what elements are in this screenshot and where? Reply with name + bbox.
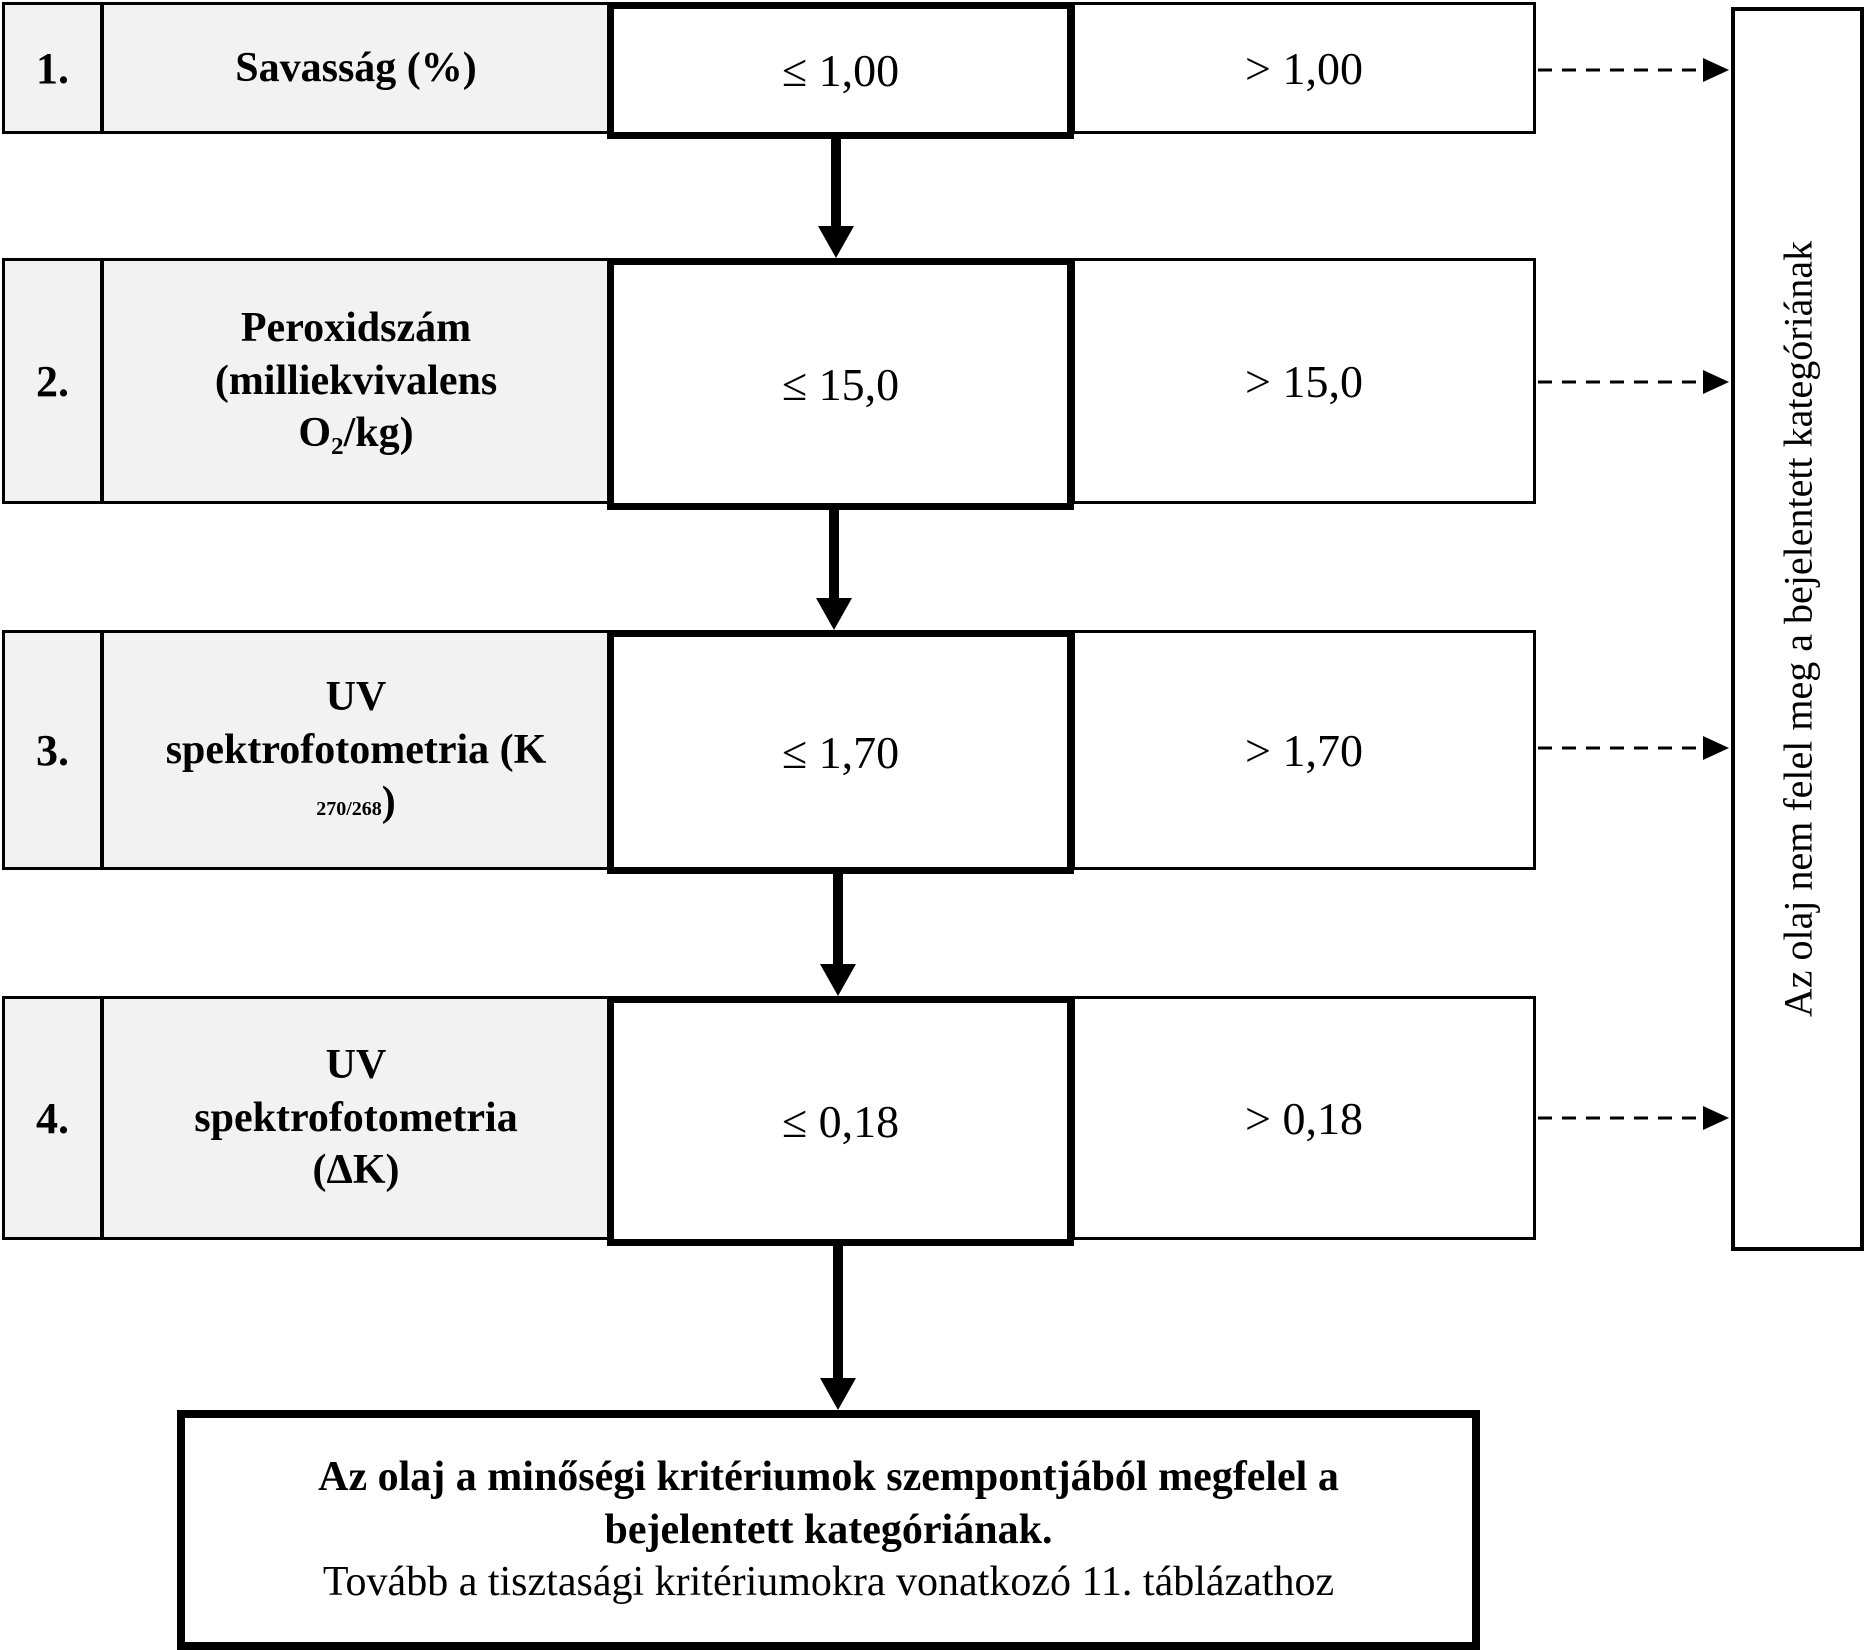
step-4-criterion-line-1: UV (325, 1042, 387, 1089)
result-next-step-line: Tovább a tisztasági kritériumokra vonatkozó 11. táblázathoz (322, 1559, 1335, 1606)
step-4-fail-value: > 0,18 (1072, 996, 1536, 1240)
down-arrow-1-2 (818, 137, 854, 258)
step-3-criterion (101, 630, 611, 870)
step-4-number: 4. (2, 996, 103, 1240)
step-3-criterion-line-3 (316, 776, 396, 829)
step-1-fail-value: > 1,00 (1072, 2, 1536, 134)
rejection-box (1731, 7, 1864, 1251)
step-2-pass-value: ≤ 15,0 (607, 258, 1074, 510)
step-3-criterion-line-2: spektrofotometria (K (165, 726, 547, 773)
step-1-pass-value: ≤ 1,00 (607, 2, 1074, 139)
step-2-number: 2. (2, 258, 103, 504)
step-3-criterion-subscript: 270/268 (316, 798, 382, 821)
step-2-criterion (101, 258, 611, 504)
down-arrow-2-3 (816, 510, 852, 630)
dashed-arrow-3 (1538, 736, 1729, 760)
step-4-criterion (101, 996, 611, 1240)
step-1-number: 1. (2, 2, 103, 134)
step-3-fail-value: > 1,70 (1072, 630, 1536, 870)
result-bold-line-1: Az olaj a minőségi kritériumok szempontjából megfelel a (318, 1454, 1339, 1501)
rejection-text: Az olaj nem felel meg a bejelentett kategóriának (1775, 240, 1820, 1018)
step-4-pass-value: ≤ 0,18 (607, 996, 1074, 1246)
result-bold-line-2: bejelentett kategóriának. (604, 1506, 1053, 1553)
step-3-pass-value: ≤ 1,70 (607, 630, 1074, 874)
down-arrow-3-4 (820, 874, 856, 996)
step-1-criterion: Savasság (%) (101, 2, 611, 134)
step-2-fail-value: > 15,0 (1072, 258, 1536, 504)
dashed-arrow-1 (1538, 58, 1729, 82)
step-3-criterion-line-1: UV (325, 674, 387, 721)
step-3-number: 3. (2, 630, 103, 870)
step-2-criterion-line-2: (milliekvivalens (214, 357, 498, 404)
dashed-arrow-4 (1538, 1106, 1729, 1130)
down-arrow-4-result (820, 1246, 856, 1410)
step-4-criterion-line-2: spektrofotometria (194, 1094, 518, 1141)
dashed-arrow-2 (1538, 370, 1729, 394)
step-4-criterion-line-3: (ΔK) (312, 1147, 400, 1194)
step-2-criterion-line-3: O₂/kg) (298, 410, 414, 457)
step-3-criterion-close-paren: ) (381, 779, 396, 826)
result-box (177, 1410, 1480, 1650)
step-2-criterion-line-1: Peroxidszám (240, 305, 472, 352)
